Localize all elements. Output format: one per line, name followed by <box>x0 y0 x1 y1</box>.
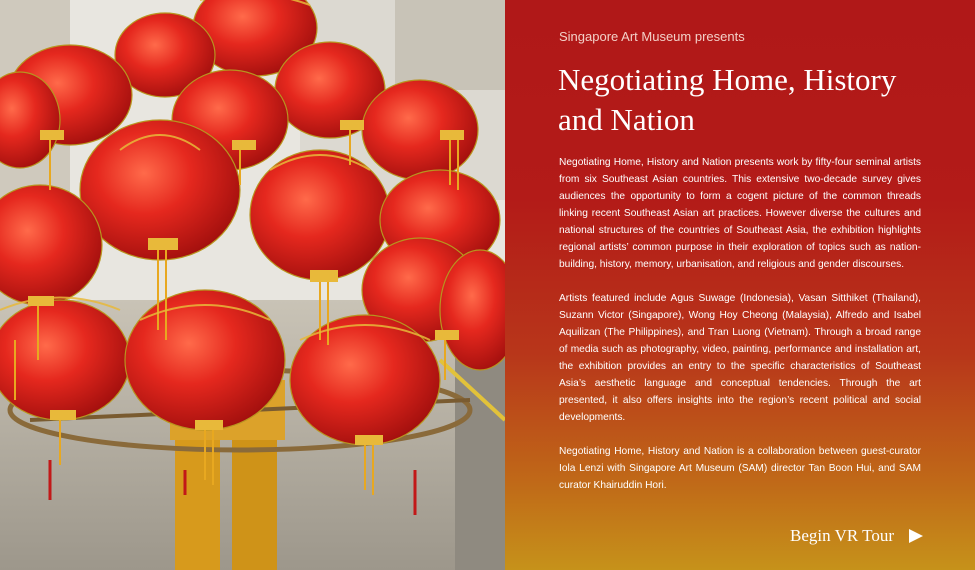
begin-vr-tour-button[interactable] <box>790 526 923 546</box>
exhibition-description <box>559 154 921 511</box>
description-paragraph-1: Negotiating Home, History and Nation presents work by fifty-four seminal artists from six Southeast Asian countries. This extensive two-decade survey gives audiences the opportunity to form a cogent picture of the common threads linking recent Southeast Asian art practices. However diverse the cultures and national structures of the countries of Southeast Asia, the exhibition highlights regional artists’ common purpose in their exploration of topics such as nation-building, history, memory, urbanisation, and religious and gender discourses. <box>559 157 921 270</box>
presenter-line: Singapore Art Museum presents <box>559 29 745 44</box>
begin-vr-tour-label: Begin VR Tour <box>790 526 894 545</box>
description-paragraph-3: Negotiating Home, History and Nation is a collaboration between guest-curator Iola Lenzi with Singapore Art Museum (SAM) director Tan Boon Hui, and SAM curator Khairuddin Hori. <box>559 446 921 491</box>
description-paragraph-2: Artists featured include Agus Suwage (Indonesia), Vasan Sitthiket (Thailand), Suzann Victor (Singapore), Wong Hoy Cheong (Malaysia), Alfredo and Isabel Aquilizan (The Philippines), and Tran Luong (Vietnam). Through a broad range of media such as photography, video, painting, performance and installation art, the exhibition provides an entry to the specific characteristics of Southeast Asia’s aesthetic language and conceptual tendencies. Through the art presented, it also offers insights into the region’s recent political and social developments. <box>559 293 921 423</box>
info-panel <box>505 0 975 570</box>
play-arrow-icon <box>909 529 923 543</box>
exhibition-title: Negotiating Home, History and Nation <box>558 62 897 137</box>
